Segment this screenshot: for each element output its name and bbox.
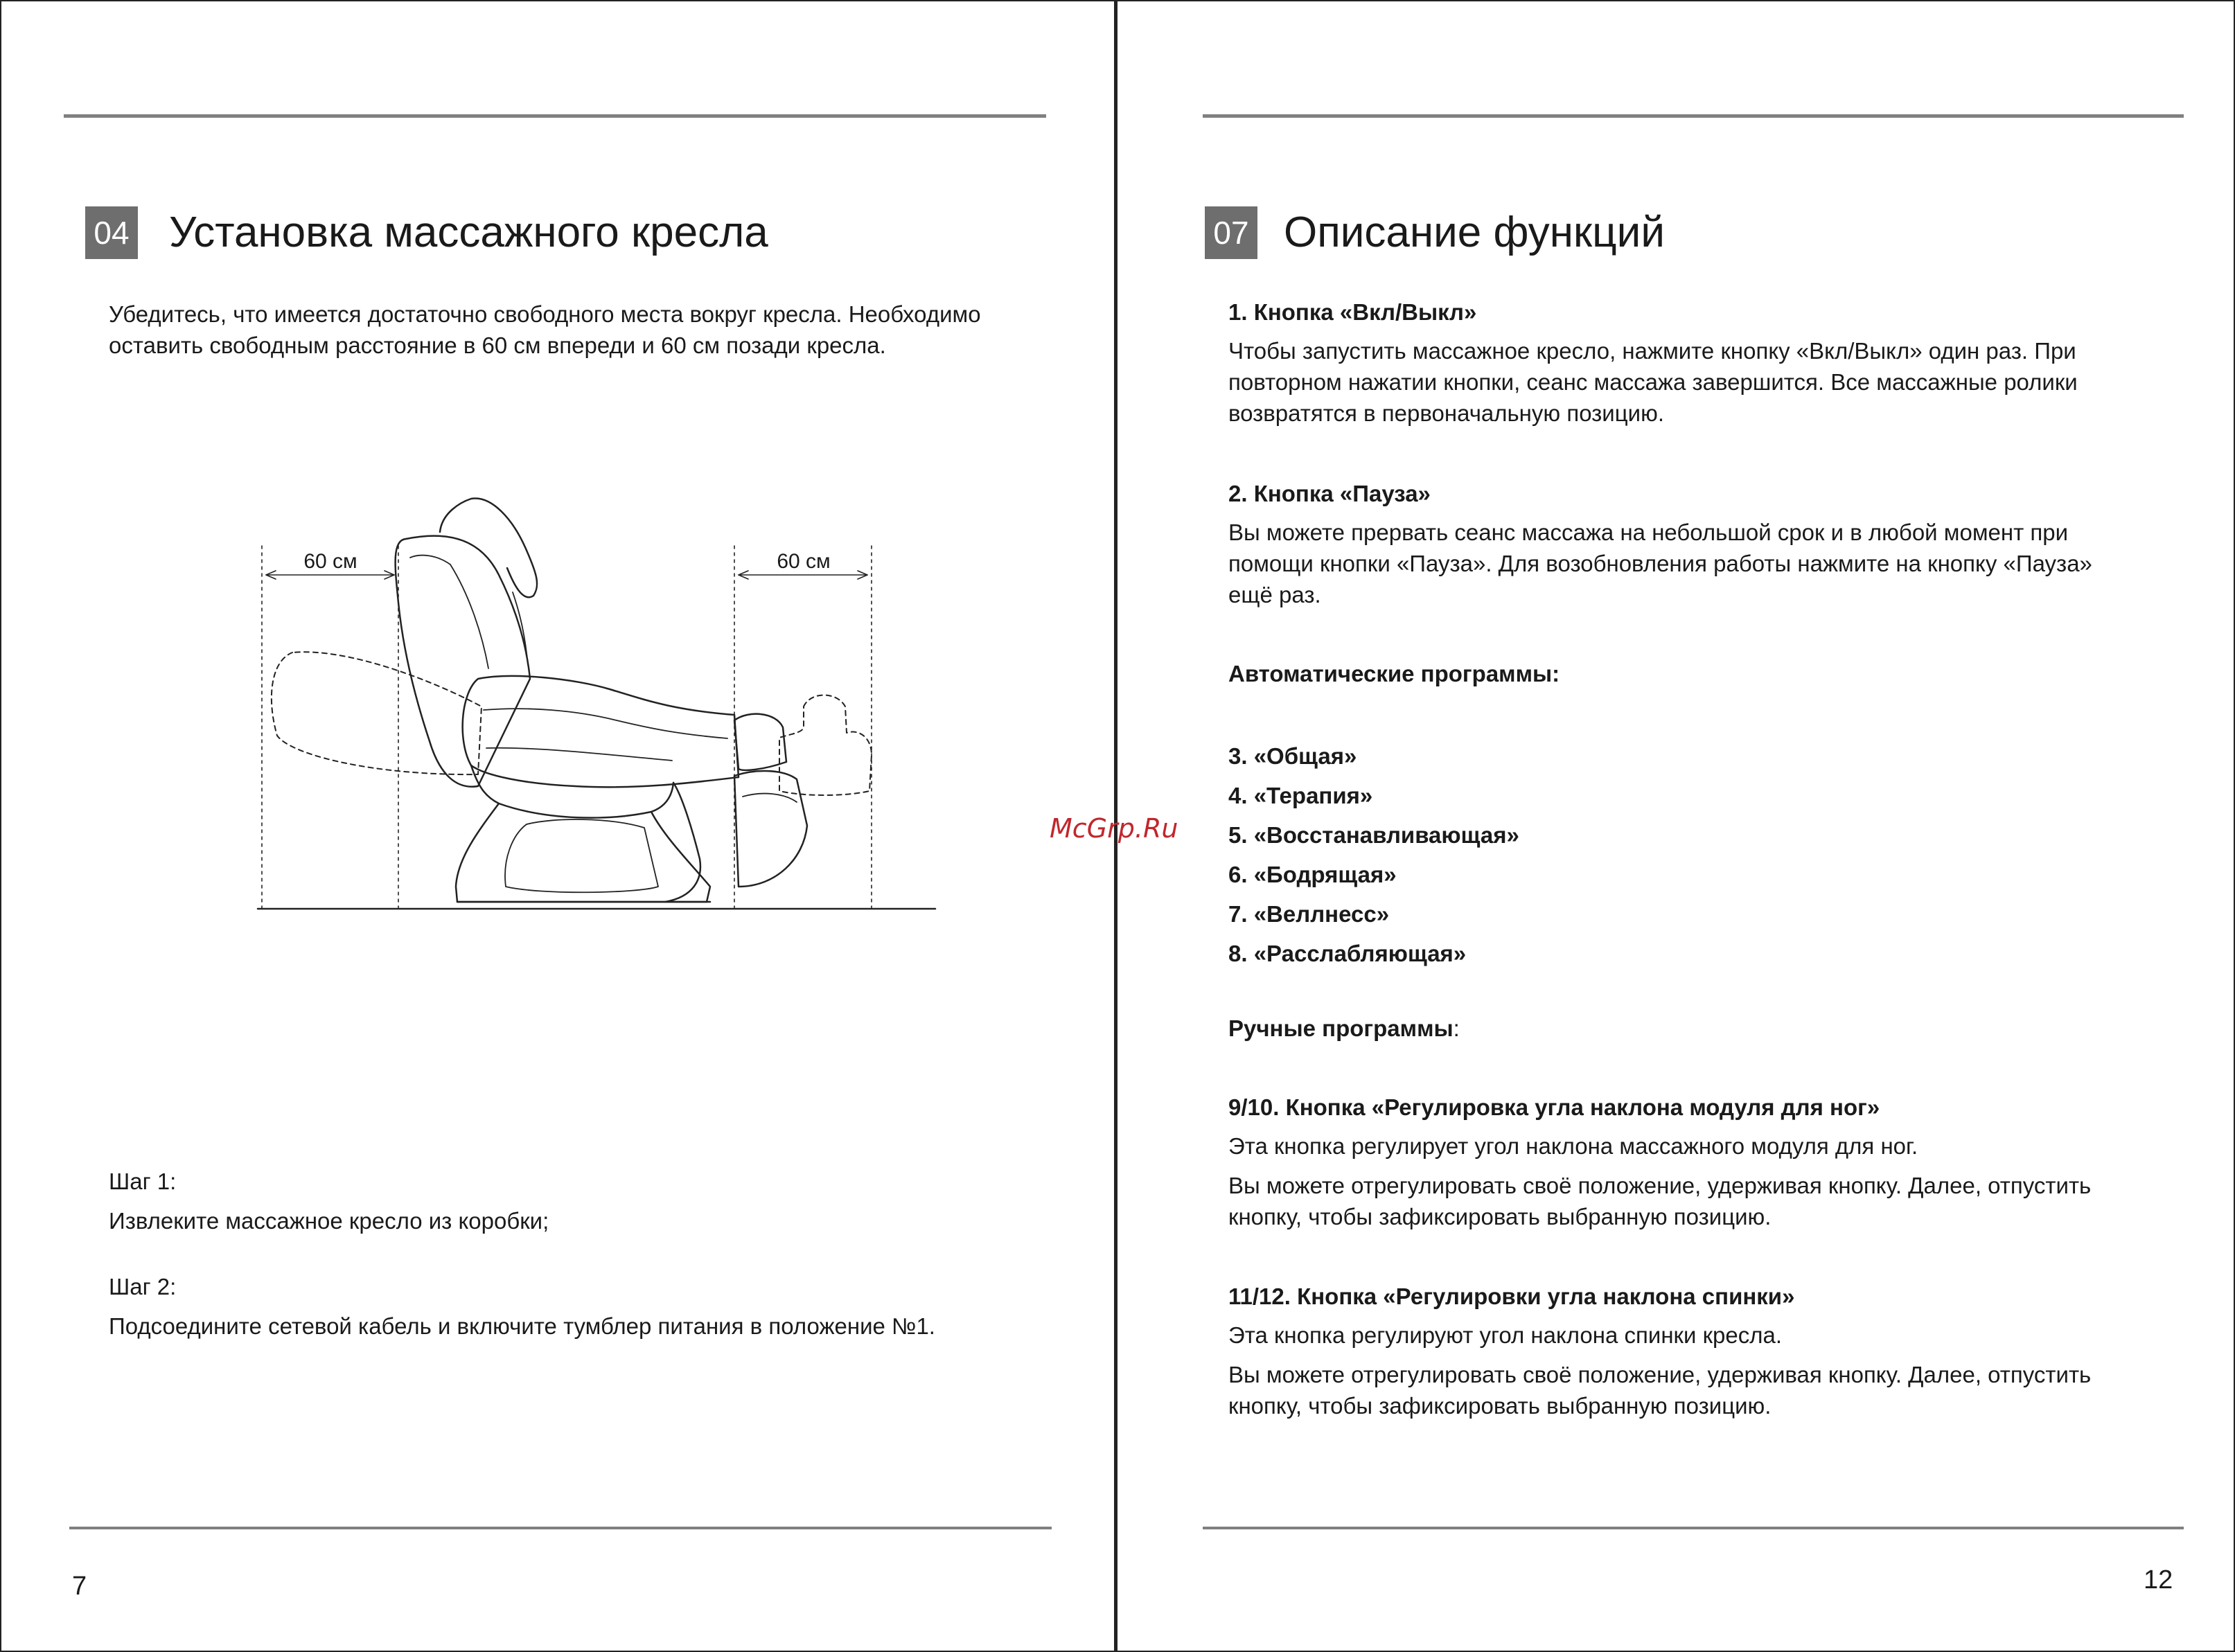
manual-programs-heading: Ручные программы <box>1228 1015 1454 1041</box>
auto-program-item: 6. «Бодрящая» <box>1228 862 1397 887</box>
intro-line: оставить свободным расстояние в 60 см впереди и 60 см позади кресла. <box>109 332 886 358</box>
item-2-line: Вы можете прервать сеанс массажа на небольшой срок и в любой момент при <box>1228 519 2069 545</box>
chair-side-panel <box>471 765 673 818</box>
step-1-label: Шаг 1: <box>109 1169 177 1194</box>
auto-program-item: 8. «Расслабляющая» <box>1228 941 1467 966</box>
manual-programs-colon: : <box>1453 1015 1460 1041</box>
auto-program-item: 5. «Восстанавливающая» <box>1228 822 1519 848</box>
item-2-line: ещё раз. <box>1228 582 1321 607</box>
item-1 <box>1228 296 2078 429</box>
left-intro <box>109 299 981 361</box>
item-1-line: возвратятся в первоначальную позицию. <box>1228 400 1664 426</box>
item-1-heading: 1. Кнопка «Вкл/Выкл» <box>1228 299 1477 325</box>
auto-programs-heading: Автоматические программы: <box>1228 661 1560 686</box>
left-page-title: Установка массажного кресла <box>169 208 768 256</box>
item-9-10-heading: 9/10. Кнопка «Регулировка угла наклона модуля для ног» <box>1228 1094 1880 1120</box>
extended-legrest-outline <box>779 695 872 796</box>
left-section-badge: 04 <box>85 206 138 259</box>
step-2-label: Шаг 2: <box>109 1274 177 1299</box>
chair-front-foot <box>665 783 700 902</box>
item-2 <box>1228 478 2092 610</box>
chair-headrest <box>440 499 537 598</box>
item-11-12-heading: 11/12. Кнопка «Регулировки угла наклона спинки» <box>1228 1284 1795 1309</box>
item-9-10-line: кнопку, чтобы зафиксировать выбранную позицию. <box>1228 1204 1772 1229</box>
reclined-backrest-outline <box>272 652 482 774</box>
right-bottom-rule <box>1203 1527 2184 1529</box>
left-top-rule <box>64 114 1046 118</box>
intro-line: Убедитесь, что имеется достаточно свободного места вокруг кресла. Необходимо <box>109 301 981 327</box>
auto-programs-list <box>1228 736 1519 973</box>
right-section-badge: 07 <box>1205 206 1257 259</box>
chair-clearance-diagram <box>249 471 942 921</box>
auto-program-item: 7. «Веллнесс» <box>1228 901 1390 927</box>
item-9-10 <box>1228 1092 2091 1232</box>
step-2-text: Подсоедините сетевой кабель и включите тумблер питания в положение №1. <box>109 1313 935 1339</box>
steps-block <box>109 1166 935 1342</box>
right-page-title: Описание функций <box>1284 208 1665 256</box>
auto-program-item: 3. «Общая» <box>1228 743 1357 769</box>
item-1-line: Чтобы запустить массажное кресло, нажмите кнопку «Вкл/Выкл» один раз. При <box>1228 338 2076 364</box>
item-2-line: помощи кнопки «Пауза». Для возобновления работы нажмите на кнопку «Пауза» <box>1228 551 2092 576</box>
watermark: McGrp.Ru <box>1050 813 1178 844</box>
item-11-12-line: Эта кнопка регулируют угол наклона спинки кресла. <box>1228 1322 1783 1348</box>
left-page-number: 7 <box>72 1572 87 1601</box>
item-1-line: повторном нажатии кнопки, сеанс массажа завершится. Все массажные ролики <box>1228 369 2078 395</box>
auto-program-item: 4. «Терапия» <box>1228 783 1373 808</box>
right-dimension-label: 60 см <box>777 550 831 573</box>
item-2-heading: 2. Кнопка «Пауза» <box>1228 481 1431 506</box>
manual-programs-heading-row <box>1228 1013 1460 1044</box>
step-1-text: Извлеките массажное кресло из коробки; <box>109 1208 549 1234</box>
right-page-number: 12 <box>2144 1565 2173 1595</box>
item-9-10-line: Эта кнопка регулирует угол наклона массажного модуля для ног. <box>1228 1133 1918 1159</box>
item-9-10-line: Вы можете отрегулировать своё положение, удерживая кнопку. Далее, отпустить <box>1228 1173 2092 1198</box>
left-dimension-label: 60 см <box>303 550 357 573</box>
right-top-rule <box>1203 114 2184 118</box>
chair-legrest <box>734 714 786 770</box>
item-11-12-line: Вы можете отрегулировать своё положение, удерживая кнопку. Далее, отпустить <box>1228 1362 2092 1387</box>
left-bottom-rule <box>69 1527 1052 1529</box>
item-11-12 <box>1228 1281 2091 1421</box>
item-11-12-line: кнопку, чтобы зафиксировать выбранную позицию. <box>1228 1393 1772 1419</box>
